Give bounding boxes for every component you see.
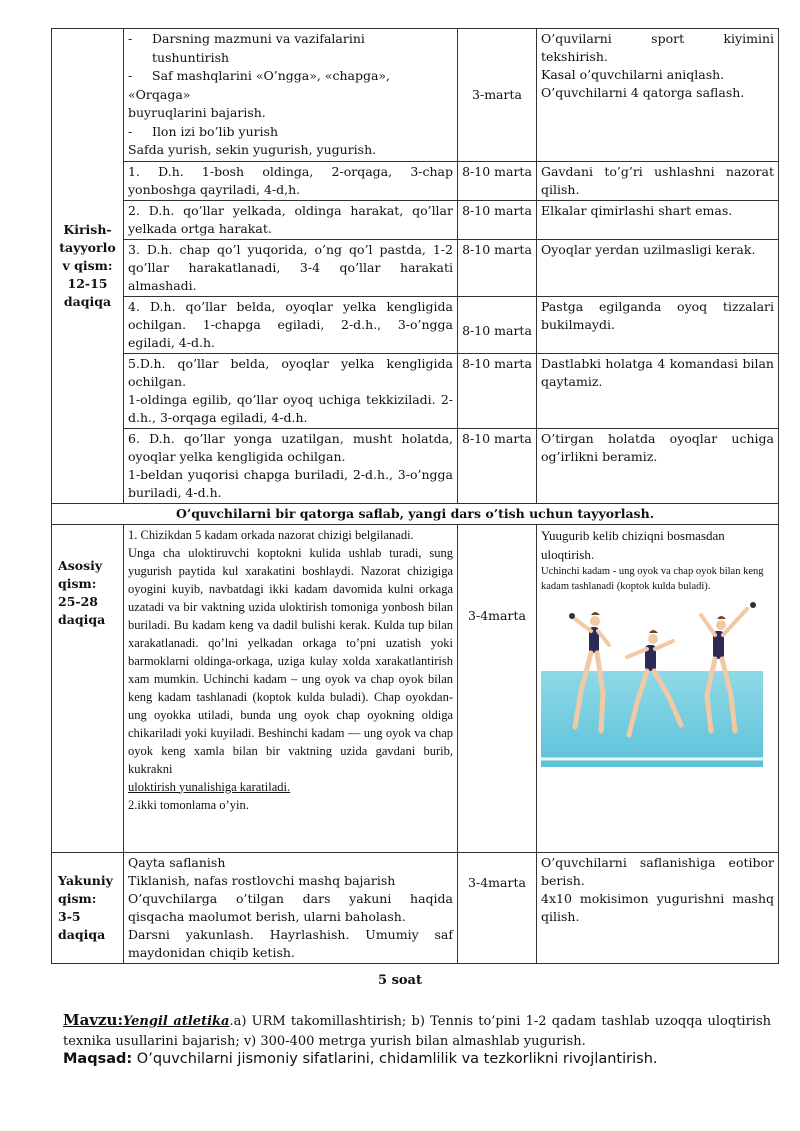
table-row [52,524,779,852]
dose-cell: 8-10 marta [458,428,537,503]
exercise-cell: Qayta saflanish Tiklanish, nafas rostlovchi mashq bajarish O’quvchilarga o’tilgan dars yakuni haqida qisqacha maolumot berish, ularni baholash. Darsni yakunlash. Hayrlashish. Umumiy saf maydonidan chiqib ketish. [124,852,458,963]
exercise-cell: 6. D.h. qo’llar yonga uzatilgan, musht holatda, oyoqlar yelka kengligida ochilgan. 1-beldan yuqorisi chapga buriladi, 2-d.h., 3-o’ngga buriladi, 4-d.h. [124,428,458,503]
note-cell: Pastga egilganda oyoq tizzalari bukilmaydi. [537,296,779,353]
note-cell: O’quvchilarni saflanishiga eotibor berish. 4x10 mokisimon yugurishni mashq qilish. [537,852,779,963]
main-exercise-cell: 1. Chizikdan 5 kadam orkada nazorat chizigi belgilanadi. Unga cha uloktiruvchi koptokni kulida ushlab turadi, sung yugurish paytida kul xarakatini boshlaydi. Nazorat chizigiga oyogini kuyib, navbatdagi ikki kadam davomida kulni orkaga uzatadi va bir vaktning uzida uloktirish tomoniga yonbosh bilan buriladi. Bu kadam keng va dadil bulishi kerak. Kulda tup bilan xarakatlanadi. qo’lni yelkadan orkaga to’pni uzatish yoki barmoklarni oldinga-orkaga, uziga kulay xolda xarakatlantirish xam mumkin. Uchinchi kadam – ung oyok va chap oyok bilan keng kadam tashlanadi (koptok kulda buladi). Chap oyokdan-ung oyokka utiladi, bunda ung oyok chap oyokning oldiga chikariladi yoki kuyiladi. Beshinchi kadam — ung oyok va chap oyok keng xamla bilan bir vaktning uzida gavdani burib, kukrakni uloktirish yunalishiga karatiladi. 2.ikki tomonlama o’yin. [124,524,458,852]
dose-cell: 8-10 marta [458,161,537,200]
dose-cell: 3-marta [458,29,537,162]
table-row [52,852,779,963]
dose-cell: 8-10 marta [458,239,537,296]
note-cell: O’quvilarni sport kiyimini tekshirish. Kasal o’quvchilarni aniqlash. O’quvchilarni 4 qatorga saflash. [537,29,779,162]
note-cell: Oyoqlar yerdan uzilmasligi kerak. [537,239,779,296]
exercise-cell: 1. D.h. 1-bosh oldinga, 2-orqaga, 3-chap yonboshga qayriladi, 4-d,h. [124,161,458,200]
table-row [52,200,779,239]
exercise-cell: 4. D.h. qo’llar belda, oyoqlar yelka kengligida ochilgan. 1-chapga egiladi, 2-d.h., 3-o’ngga egiladi, 4-d.h. [124,296,458,353]
dose-cell: 8-10 marta [458,296,537,353]
topic-label: Mavzu: [63,1011,123,1029]
table-row [52,161,779,200]
main-illustration-cell: Yuugurib kelib chiziqni bosmasdan uloqtirish. Uchinchi kadam - ung oyok va chap oyok bilan keng kadam tashlanadi (koptok kulda buladi). [537,524,779,852]
lesson-plan-table [51,28,779,964]
transition-banner: O’quvchilarni bir qatorga saflab, yangi dars o’tish uchun tayyorlash. [52,503,779,524]
table-row [52,29,779,162]
final-part-label: Yakuniy qism: 3-5 daqiqa [52,852,124,963]
warmup-part-label: Kirish- tayyorlo v qism: 12-15 daqiqa [52,29,124,504]
note-cell: O’tirgan holatda oyoqlar uchiga og’irlikni beramiz. [537,428,779,503]
topic-subject: Yengil atletika [123,1014,230,1029]
note-cell: Elkalar qimirlashi shart emas. [537,200,779,239]
goal-paragraph [63,1049,771,1069]
table-row [52,353,779,428]
dose-cell: 3-4marta [458,852,537,963]
table-row [52,428,779,503]
goal-text: O’quvchilarni jismoniy sifatlarini, chidamlilik va tezkorlikni rivojlantirish. [132,1051,658,1067]
topic-paragraph [63,1010,771,1052]
exercise-cell: - Darsning mazmuni va vazifalarini tushuntirish - Saf mashqlarini «O’ngga», «chapga», «Orqaga» buyruqlarini bajarish. - Ilon izi bo’lib yurish Safda yurish, sekin yugurish, yugurish. [124,29,458,162]
table-row [52,296,779,353]
exercise-cell: 3. D.h. chap qo’l yuqorida, o’ng qo’l pastda, 1-2 qo’llar harakatlanadi, 3-4 qo’llar harakati almashadi. [124,239,458,296]
table-row [52,503,779,524]
note-cell: Gavdani to’g’ri ushlashni nazorat qilish. [537,161,779,200]
table-row [52,239,779,296]
lesson-hours: 5 soat [378,973,422,988]
dose-cell: 8-10 marta [458,200,537,239]
dose-cell: 8-10 marta [458,353,537,428]
topic-text: .a) URM takomillashtirish; b) Tennis to’pini 1-2 qadam tashlab uzoqqa uloqtirish texnika usullarini bajarish; v) 300-400 metrga yurish bilan almashlab yugurish. [63,1014,771,1049]
note-cell: Dastlabki holatga 4 komandasi bilan qaytamiz. [537,353,779,428]
javelin-throw-figures-icon [541,599,763,767]
exercise-cell: 5.D.h. qo’llar belda, oyoqlar yelka kengligida ochilgan. 1-oldinga egilib, qo’llar oyoq uchiga tekkiziladi. 2-d.h., 3-orqaga egiladi, 4-d.h. [124,353,458,428]
dose-cell: 3-4marta [458,524,537,852]
exercise-cell: 2. D.h. qo’llar yelkada, oldinga harakat, qo’llar yelkada ortga harakat. [124,200,458,239]
main-part-label: Asosiy qism: 25-28 daqiqa [52,524,124,852]
goal-label: Maqsad: [63,1051,133,1067]
